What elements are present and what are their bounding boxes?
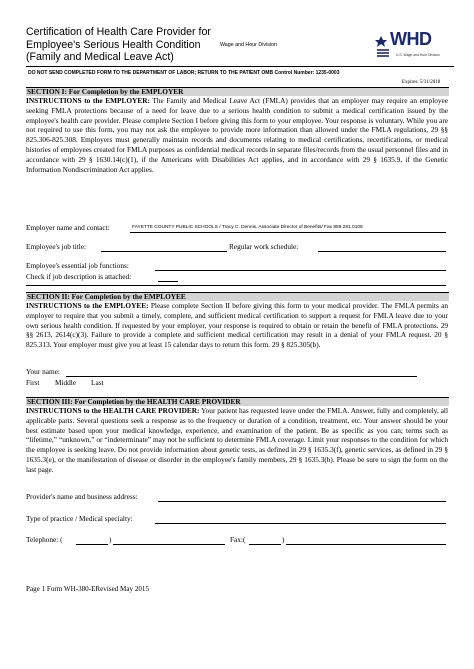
section-1-instructions: [26, 96, 448, 174]
employer-name-value: FAYETTE COUNTY PUBLIC SCHOOLS / Tracy C. Dennis, Associate Director of Benefits/ Fax 859.281.0108: [132, 225, 363, 230]
title-line-2: Employee's Serious Health Condition: [26, 38, 201, 51]
logo-text: WHD: [390, 29, 432, 49]
job-description-attached-label: Check if job description is attached:: [26, 272, 132, 281]
page-footer: Page 1 Form WH-380-ERevised May 2015: [26, 585, 150, 593]
telephone-label: Telephone: (: [26, 535, 63, 544]
section-1-heading: SECTION I: For Completion by the EMPLOYER: [26, 87, 449, 96]
section-2-instructions-text: Please complete Section II before giving this form to your medical provider. The FMLA permits an employer to require that you submit a timely, complete, and sufficient medical certification to support a request for FMLA leave due to your own serious health condition. If requested by your employer, your response is required to obtain or retain the benefit of FMLA protections. 29 §§ 2613, 2614(c)(3). Failure to provide a complete and sufficient medical certification may result in a denial of your FMLA request. 20 § 825.313. Your employer must give you at least 15 calendar days to return this form. 29 § 825.305(b).: [26, 301, 448, 350]
section-2-instructions: [26, 301, 448, 350]
section-3-heading: SECTION III: For Completion by the HEALTH CARE PROVIDER: [26, 397, 449, 406]
work-schedule-field[interactable]: [318, 251, 446, 252]
logo-subtitle: U.S. Wage and Hour Division: [396, 53, 440, 57]
fax-field[interactable]: [286, 544, 446, 545]
job-description-checkbox[interactable]: [158, 281, 178, 282]
provider-name-label: Provider's name and business address:: [26, 492, 138, 501]
practice-type-label: Type of practice / Medical specialty:: [26, 514, 133, 523]
provider-name-field[interactable]: [158, 501, 446, 502]
section-3-instructions-title: INSTRUCTIONS to the HEALTH CARE PROVIDER:: [26, 406, 200, 415]
job-functions-field-1[interactable]: [155, 270, 446, 271]
fax-label: Fax:(: [230, 535, 246, 544]
fax-area-code-field[interactable]: [249, 544, 281, 545]
section-1-instructions-title: INSTRUCTIONS to the EMPLOYER:: [26, 96, 150, 105]
title-line-1: Certification of Health Care Provider for: [26, 26, 211, 38]
name-part-last: Last: [91, 378, 104, 387]
form-title: [26, 26, 226, 64]
job-title-field[interactable]: [101, 251, 227, 252]
section-3-instructions: [26, 406, 448, 475]
section-1-instructions-text: The Family and Medical Leave Act (FMLA) provides that an employer may require an employee seeking FMLA protections because of a need for leave due to a serious health condition to submit a medical certification issued by the employee's health care provider. Please complete Section I before giving this form to your employee. Your response is voluntary. While you are not required to use this form, you may not ask the employee to provide more information than allowed under the FMLA regulations, 29 §§ 825.306-825.308. Employers must generally maintain records and documents relating to medical certifications, recertifications, or medical histories of employees created for FMLA purposes as confidential medical records in separate files/records from the usual personnel files and in accordance with 29 § 1630.14(c)(1), if the Americans with Disabilities Act applies, and in accordance with 29 § 1635.9, if the Genetic Information Nondiscrimination Act applies.: [26, 96, 448, 174]
section-2-instructions-title: INSTRUCTIONS to the EMPLOYEE:: [26, 301, 149, 310]
fax-paren: ): [282, 535, 285, 544]
title-line-3: (Family and Medical Leave Act): [26, 51, 174, 64]
employer-name-field[interactable]: [130, 232, 446, 233]
your-name-field[interactable]: [66, 376, 417, 377]
telephone-area-code-field[interactable]: [76, 544, 108, 545]
employer-name-label: Employer name and contact:: [26, 223, 110, 232]
name-part-first: First: [26, 378, 40, 387]
job-functions-label: Employee's essential job functions:: [26, 261, 129, 270]
name-part-middle: Middle: [55, 378, 77, 387]
return-notice: DO NOT SEND COMPLETED FORM TO THE DEPARTMENT OF LABOR; RETURN TO THE PATIENT OMB Control Number: 1235-0003: [28, 70, 340, 76]
practice-type-field[interactable]: [155, 523, 446, 524]
expiration-date: Expires: 5/31/2018: [402, 80, 441, 85]
section-2-heading: SECTION II: For Completion by the EMPLOYEE: [26, 292, 449, 301]
division-label: Wage and Hour Division: [220, 42, 277, 48]
section-3-instructions-text: Your patient has requested leave under the FMLA. Answer, fully and completely, all applicable parts. Several questions seek a response as to the frequency or duration of a condition, treatment, etc. Your answer should be your best estimate based upon your medical knowledge, experience, and examination of the patient. Be as specific as you can; terms such as “lifetime,” “unknown,” or “indeterminate” may not be sufficient to determine FMLA coverage. Limit your responses to the condition for which the employee is seeking leave. Do not provide information about genetic tests, as defined in 29 § 1635.3(f), genetic services, as defined in 29 § 1635.3(e), or the manifestation of disease or disorder in the employee's family members, 29 § 1635.3(b). Please be sure to sign the form on the last page.: [26, 406, 448, 474]
job-functions-field-2[interactable]: [26, 285, 446, 286]
work-schedule-label: Regular work schedule:: [229, 242, 299, 251]
header-divider: [26, 66, 454, 67]
telephone-field[interactable]: [113, 544, 225, 545]
job-title-label: Employee's job title:: [26, 242, 87, 251]
telephone-paren: ): [109, 535, 112, 544]
your-name-label: Your name:: [26, 367, 60, 376]
